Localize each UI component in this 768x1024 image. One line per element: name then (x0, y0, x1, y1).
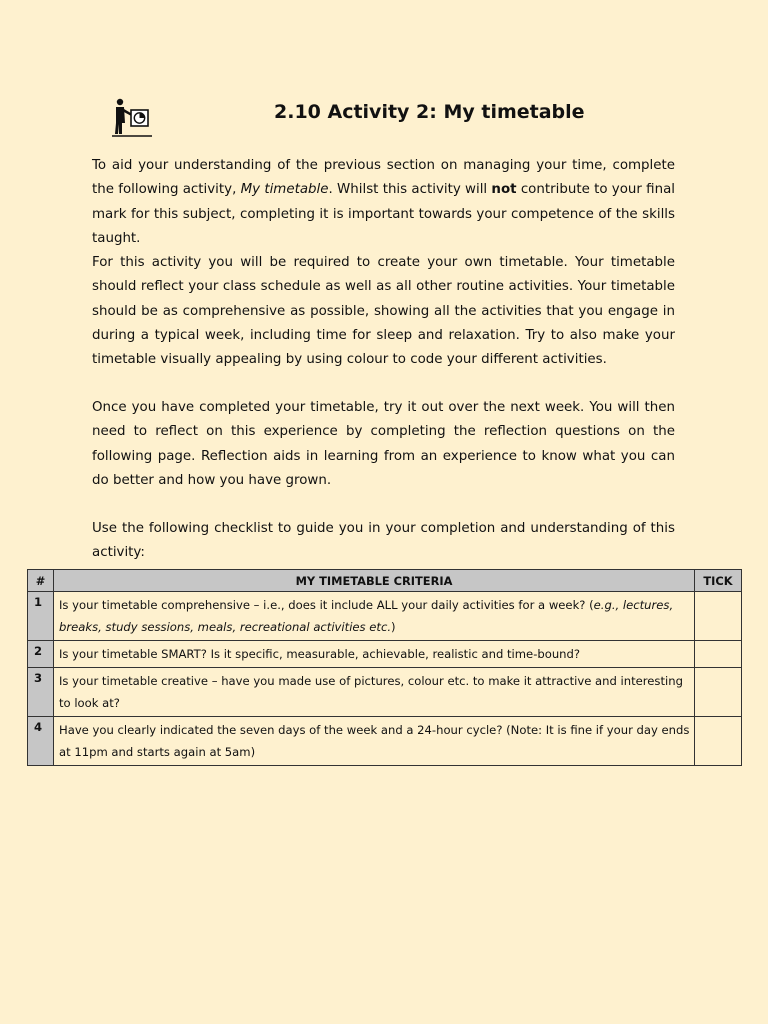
intro-text-part-a: To aid your understanding of the previous section on managing your time, complete the following activity, (92, 158, 675, 198)
instructions-paragraph: For this activity you will be required to create your own timetable. Your timetable should reflect your class schedule as well as all other routine activities. Your timetable should be as comprehensive as possible, showing all the activities that you engage in during a typical week, including time for sleep and relaxation. Try to also make your timetable visually appealing by using colour to code your different activities. (92, 255, 675, 368)
table-row (28, 592, 742, 641)
intro-paragraph-1 (92, 154, 675, 251)
criteria-text: Is your timetable comprehensive – i.e., does it include ALL your daily activities for a week? ( (59, 598, 594, 612)
activity-name: My timetable (240, 182, 329, 198)
emphasis-not: not (491, 182, 517, 198)
row-number: 1 (28, 592, 54, 641)
header-tick: TICK (695, 570, 742, 592)
criteria-text-end: ) (391, 620, 396, 634)
header-number: # (28, 570, 54, 592)
table-row (28, 717, 742, 766)
criteria-cell (54, 592, 695, 641)
intro-text-part-b: . Whilst this activity will (328, 182, 492, 198)
tick-cell[interactable] (695, 592, 742, 641)
criteria-examples: e.g., lectures, breaks, study sessions, meals, recreational activities etc. (59, 598, 674, 634)
table-row (28, 668, 742, 717)
criteria-checklist-table (27, 569, 742, 766)
intro-text-part-c: contribute to your final mark for this subject, completing it is important towards your competence of the skills taught. (92, 182, 676, 246)
criteria-cell: Is your timetable SMART? Is it specific, measurable, achievable, realistic and time-bound? (54, 641, 695, 668)
table-header-row (28, 570, 742, 592)
activity-heading (108, 96, 688, 138)
page-title: 2.10 Activity 2: My timetable (274, 101, 585, 123)
criteria-cell: Have you clearly indicated the seven days of the week and a 24-hour cycle? (Note: It is fine if your day ends at 11pm and starts again at 5am) (54, 717, 695, 766)
checklist-intro-paragraph: Use the following checklist to guide you in your completion and understanding of this activity: (92, 521, 675, 561)
criteria-cell: Is your timetable creative – have you made use of pictures, colour etc. to make it attractive and interesting to look at? (54, 668, 695, 717)
row-number: 2 (28, 641, 54, 668)
row-number: 3 (28, 668, 54, 717)
tick-cell[interactable] (695, 717, 742, 766)
tick-cell[interactable] (695, 641, 742, 668)
row-number: 4 (28, 717, 54, 766)
tick-cell[interactable] (695, 668, 742, 717)
reflection-paragraph: Once you have completed your timetable, try it out over the next week. You will then need to reflect on this experience by completing the reflection questions on the following page. Reflection aids in learning from an experience to know what you can do better and how you have grown. (92, 400, 675, 488)
table-row (28, 641, 742, 668)
header-criteria: MY TIMETABLE CRITERIA (54, 570, 695, 592)
presenter-with-chart-icon (110, 96, 154, 138)
